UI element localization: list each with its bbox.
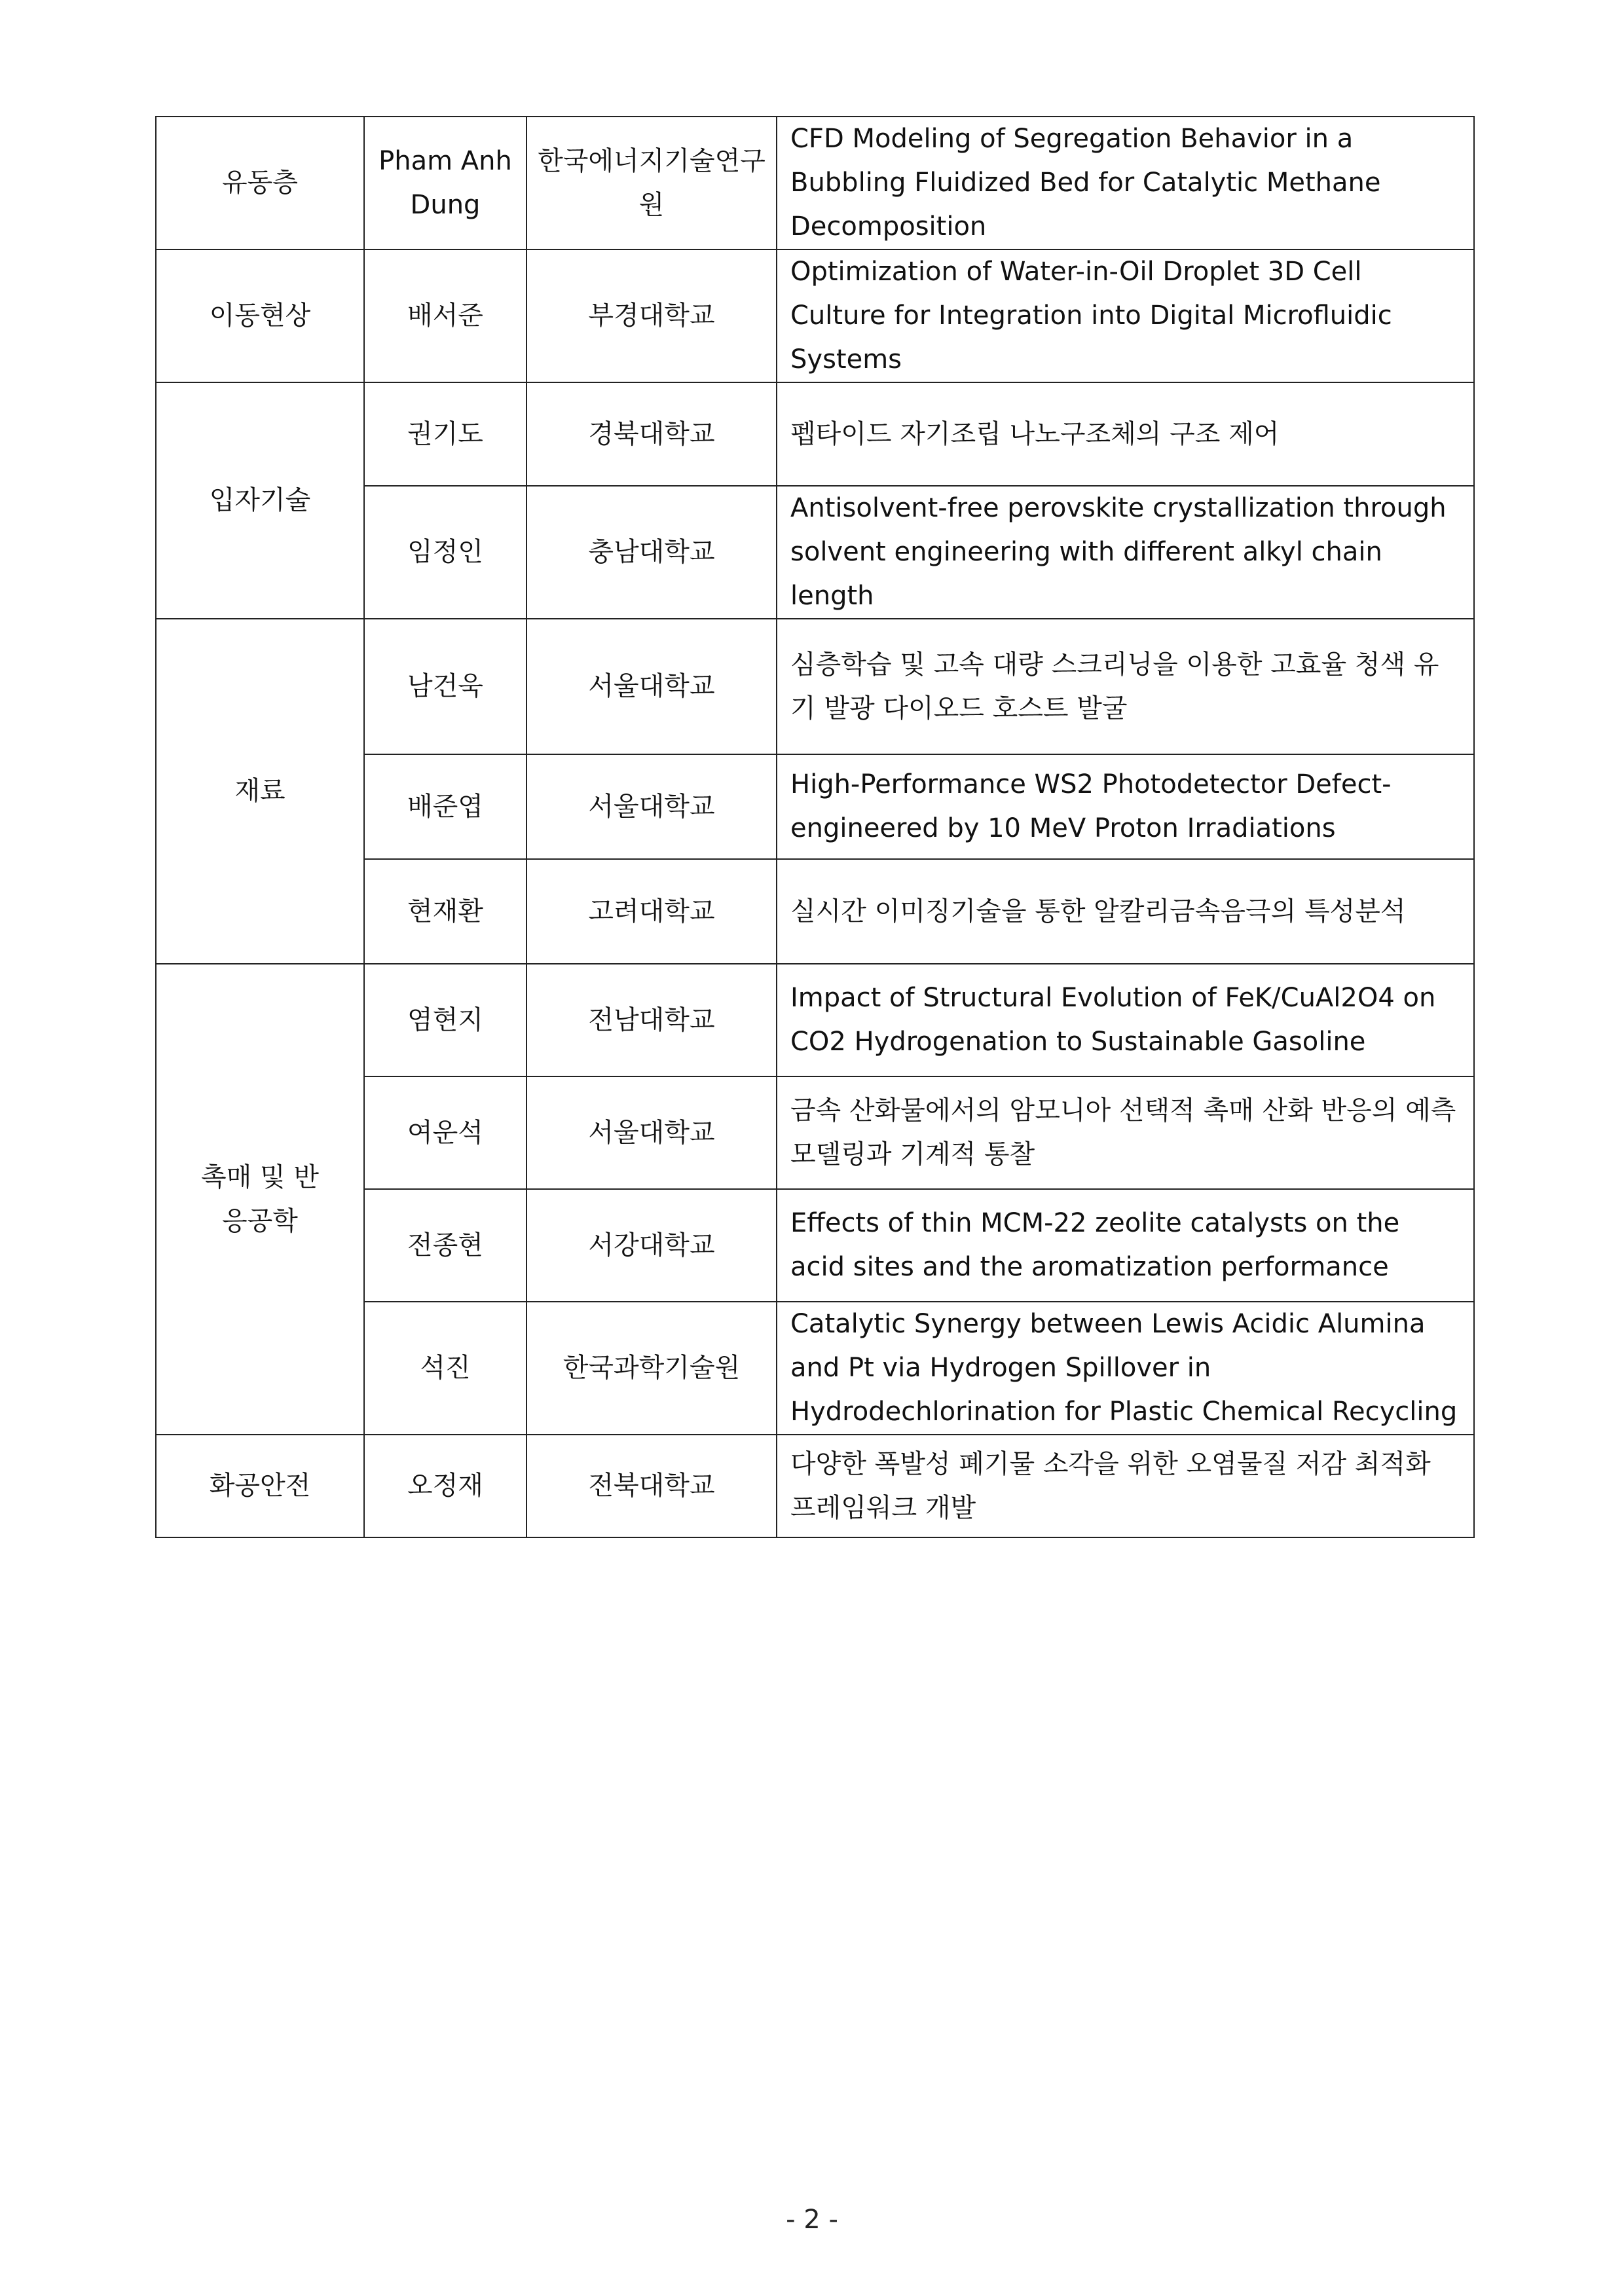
affiliation-cell: 경북대학교 [526,382,777,486]
affiliation-cell: 충남대학교 [526,486,777,619]
name-cell: 전종현 [364,1189,526,1302]
table-row [156,117,1474,249]
title-cell: Impact of Structural Evolution of FeK/CuAl2O4 on CO2 Hydrogenation to Sustainable Gasoline [777,964,1474,1076]
name-cell: 현재환 [364,859,526,964]
title-cell: 실시간 이미징기술을 통한 알칼리금속음극의 특성분석 [777,859,1474,964]
name-cell: 석진 [364,1302,526,1435]
name-cell: 권기도 [364,382,526,486]
affiliation-cell: 부경대학교 [526,249,777,382]
affiliation-cell: 한국에너지기술연구원 [526,117,777,249]
title-cell: 펩타이드 자기조립 나노구조체의 구조 제어 [777,382,1474,486]
table-row [156,1435,1474,1537]
affiliation-cell: 전북대학교 [526,1435,777,1537]
name-cell: Pham Anh Dung [364,117,526,249]
title-cell: Catalytic Synergy between Lewis Acidic Alumina and Pt via Hydrogen Spillover in Hydrodechlorination for Plastic Chemical Recycling [777,1302,1474,1435]
affiliation-cell: 전남대학교 [526,964,777,1076]
award-table [155,116,1475,1538]
affiliation-cell: 서울대학교 [526,754,777,859]
affiliation-cell: 한국과학기술원 [526,1302,777,1435]
name-cell: 여운석 [364,1076,526,1189]
affiliation-cell: 서강대학교 [526,1189,777,1302]
table-row [156,619,1474,754]
page-number: - 2 - [786,2205,838,2235]
name-cell: 배서준 [364,249,526,382]
name-cell: 오정재 [364,1435,526,1537]
category-cell: 화공안전 [156,1435,364,1537]
title-cell: CFD Modeling of Segregation Behavior in a Bubbling Fluidized Bed for Catalytic Methane Decomposition [777,117,1474,249]
name-cell: 배준엽 [364,754,526,859]
category-cell: 촉매 및 반응공학 [156,964,364,1435]
affiliation-cell: 고려대학교 [526,859,777,964]
title-cell: Effects of thin MCM-22 zeolite catalysts on the acid sites and the aromatization performance [777,1189,1474,1302]
category-cell: 입자기술 [156,382,364,619]
name-cell: 염현지 [364,964,526,1076]
affiliation-cell: 서울대학교 [526,1076,777,1189]
title-cell: 심층학습 및 고속 대량 스크리닝을 이용한 고효율 청색 유기 발광 다이오드 호스트 발굴 [777,619,1474,754]
table-row [156,249,1474,382]
title-cell: 다양한 폭발성 폐기물 소각을 위한 오염물질 저감 최적화 프레임워크 개발 [777,1435,1474,1537]
title-cell: High-Performance WS2 Photodetector Defect-engineered by 10 MeV Proton Irradiations [777,754,1474,859]
title-cell: 금속 산화물에서의 암모니아 선택적 촉매 산화 반응의 예측 모델링과 기계적 통찰 [777,1076,1474,1189]
title-cell: Optimization of Water-in-Oil Droplet 3D Cell Culture for Integration into Digital Microfluidic Systems [777,249,1474,382]
table-row [156,382,1474,486]
category-cell: 재료 [156,619,364,964]
name-cell: 남건욱 [364,619,526,754]
affiliation-cell: 서울대학교 [526,619,777,754]
name-cell: 임정인 [364,486,526,619]
category-cell: 이동현상 [156,249,364,382]
title-cell: Antisolvent-free perovskite crystallization through solvent engineering with different alkyl chain length [777,486,1474,619]
category-cell: 유동층 [156,117,364,249]
table-row [156,964,1474,1076]
